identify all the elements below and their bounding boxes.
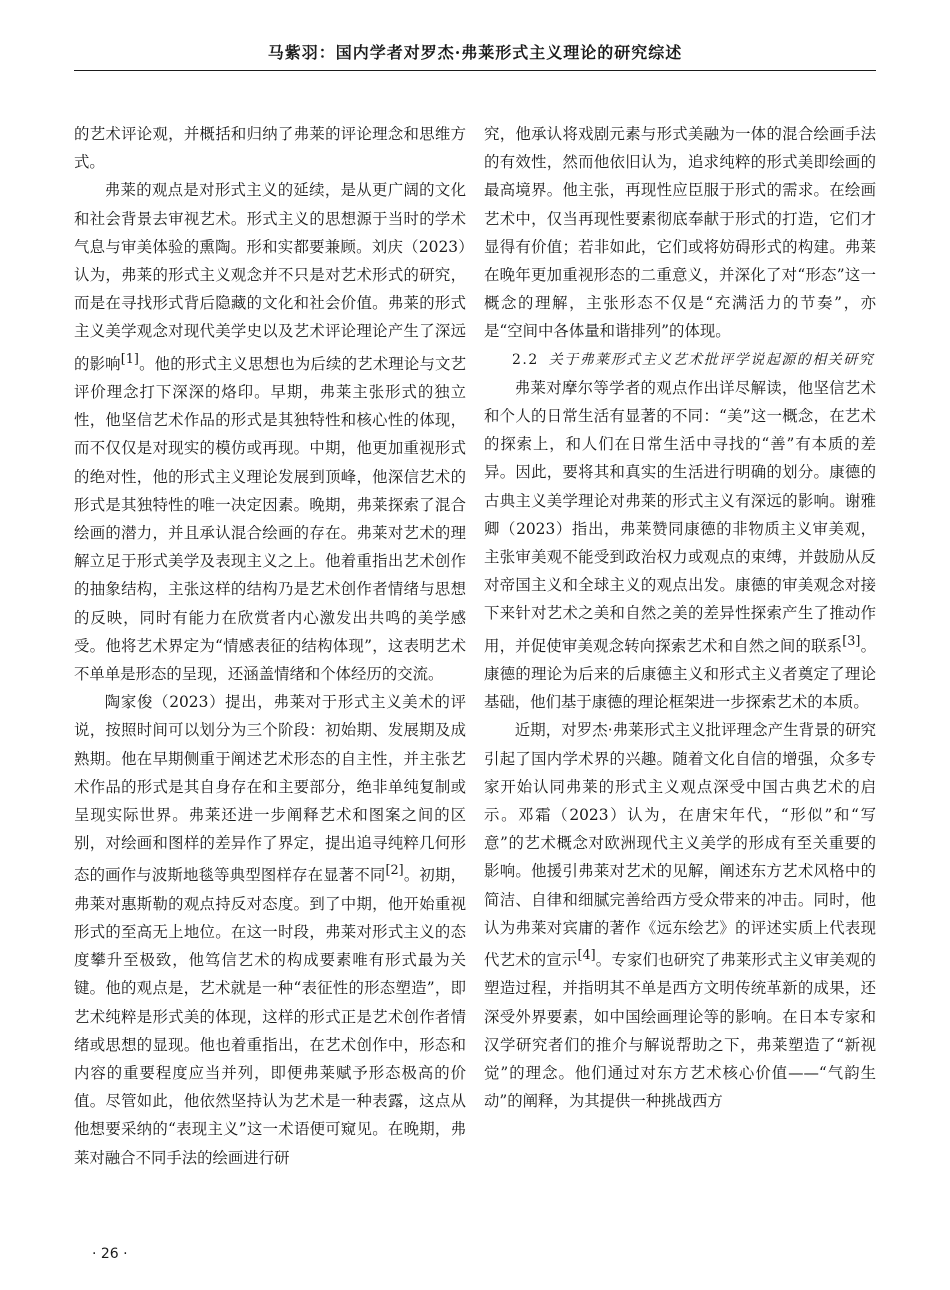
right-column [484, 120, 876, 1235]
citation-ref: [3] [842, 633, 861, 649]
paragraph-text: 近期，对罗杰·弗莱形式主义批评理念产生背景的研究引起了国内学术界的兴趣。随着文化自信的增强，众多专家开始认同弗莱的形式主义观点深受中国古典艺术的启示。邓霜（2023）认为，在唐宋年代，“形似”和“写意”的艺术概念对欧洲现代主义美学的形成有至关重要的影响。他援引弗莱对艺术的见解，阐述东方艺术风格中的简洁、自律和细腻完善给西方受众带来的冲击。同时，他认为弗莱对宾庸的著作《远东绘艺》的评述实质上代表现代艺术的宣示 [484, 721, 876, 970]
citation-ref: [4] [577, 948, 596, 964]
paragraph-text: 。他的形式主义思想也为后续的艺术理论与文艺评价理念打下深深的烙印。早期，弗莱主张形式的独立性，他坚信艺术作品的形式是其独特性和核心性的体现，而不仅仅是对现实的模仿或再现。中期，他更加重视形式的绝对性，他的形式主义理论发展到顶峰，他深信艺术的形式是其独特性的唯一决定因素。晚期，弗莱探索了混合绘画的潜力，并且承认混合绘画的存在。弗莱对艺术的理解立足于形式美学及表现主义之上。他着重指出艺术创作的抽象结构，主张这样的结构乃是艺术创作者情绪与思想的反映，同时有能力在欣赏者内心激发出共鸣的美学感受。他将艺术界定为“情感表征的结构体现”，这表明艺术不单单是形态的呈现，还涵盖情绪和个体经历的交流。 [74, 354, 466, 683]
paragraph-text: 弗莱的观点是对形式主义的延续，是从更广阔的文化和社会背景去审视艺术。形式主义的思想源于当时的学术气息与审美体验的熏陶。形和实都要兼顾。刘庆（2023）认为，弗莱的形式主义观念并不只是对艺术形式的研究，而是在寻找形式背后隐藏的文化和社会价值。弗莱的形式主义美学观念对现代美学史以及艺术评论理论产生了深远的影响 [74, 181, 466, 373]
section-heading [484, 346, 876, 374]
page-number: · 26 · [92, 1246, 128, 1262]
paragraph-text: 陶家俊（2023）提出，弗莱对于形式主义美术的评说，按照时间可以划分为三个阶段：初始期、发展期及成熟期。他在早期侧重于阐述艺术形态的自主性，并主张艺术作品的形式是其自身存在和主要部分，绝非单纯复制或呈现实际世界。弗莱还进一步阐释艺术和图案之间的区别，对绘画和图样的差异作了界定，提出追寻纯粹几何形态的画作与波斯地毯等典型图样存在显著不同 [74, 693, 466, 885]
header-rule [74, 70, 876, 71]
paragraph [484, 374, 876, 717]
paragraph [74, 688, 466, 1172]
section-number: 2.2 [512, 351, 539, 368]
paragraph: 的艺术评论观，并概括和归纳了弗莱的评论理念和思维方式。 [74, 125, 466, 172]
paragraph [484, 716, 876, 1115]
left-column [74, 120, 466, 1235]
paragraph: 究，他承认将戏剧元素与形式美融为一体的混合绘画手法的有效性，然而他依旧认为，追求纯粹的形式美即绘画的最高境界。他主张，再现性应臣服于形式的需求。在绘画艺术中，仅当再现性要素彻底奉献于形式的打造，它们才显得有价值；若非如此，它们或将妨碍形式的构建。弗莱在晚年更加重视形态的二重意义，并深化了对“形态”这一概念的理解，主张形态不仅是“充满活力的节奏”，亦是“空间中各体量和谐排列”的体现。 [484, 125, 876, 341]
running-header: 马紫羽：国内学者对罗杰·弗莱形式主义理论的研究综述 [267, 43, 683, 62]
citation-ref: [2] [385, 863, 404, 879]
citation-ref: [1] [120, 351, 139, 367]
section-title: 关于弗莱形式主义艺术批评学说起源的相关研究 [548, 351, 875, 368]
paragraph-text: 。康德的理论为后来的后康德主义和形式主义者奠定了理论基础，他们基于康德的理论框架进一步探索艺术的本质。 [484, 636, 876, 712]
paragraph-text: 。专家们也研究了弗莱形式主义审美观的塑造过程，并指明其不单是西方文明传统革新的成果，还深受外界要素，如中国绘画理论等的影响。在日本专家和汉学研究者们的推介与解说帮助之下，弗莱塑造了“新视觉”的理念。他们通过对东方艺术核心价值——“气韵生动”的阐释，为其提供一种挑战西方 [484, 951, 876, 1111]
paragraph [74, 176, 466, 688]
paragraph-text: 弗莱对摩尔等学者的观点作出详尽解读，他坚信艺术和个人的日常生活有显著的不同：“美”这一概念，在艺术的探索上，和人们在日常生活中寻找的“善”有本质的差异。因此，要将其和真实的生活进行明确的划分。康德的古典主义美学理论对弗莱的形式主义有深远的影响。谢雅卿（2023）指出，弗莱赞同康德的非物质主义审美观，主张审美观不能受到政治权力或观点的束缚，并鼓励从反对帝国主义和全球主义的观点出发。康德的审美观念对接下来针对艺术之美和自然之美的差异性探索产生了推动作用，并促使审美观念转向探索艺术和自然之间的联系 [484, 378, 876, 655]
paragraph-text: 。初期，弗莱对惠斯勒的观点持反对态度。到了中期，他开始重视形式的至高无上地位。在这一时段，弗莱对形式主义的态度攀升至极致，他笃信艺术的构成要素唯有形式最为关键。他的观点是，艺术就是一种“表征性的形态塑造”，即艺术纯粹是形式美的体现，这样的形式正是艺术创作者情绪或思想的显现。他也着重指出，在艺术创作中，形态和内容的重要程度应当并列，即便弗莱赋予形态极高的价值。尽管如此，他依然坚持认为艺术是一种表露，这点从他想要采纳的“表现主义”这一术语便可窥见。在晚期，弗莱对融合不同手法的绘画进行研 [74, 866, 466, 1167]
